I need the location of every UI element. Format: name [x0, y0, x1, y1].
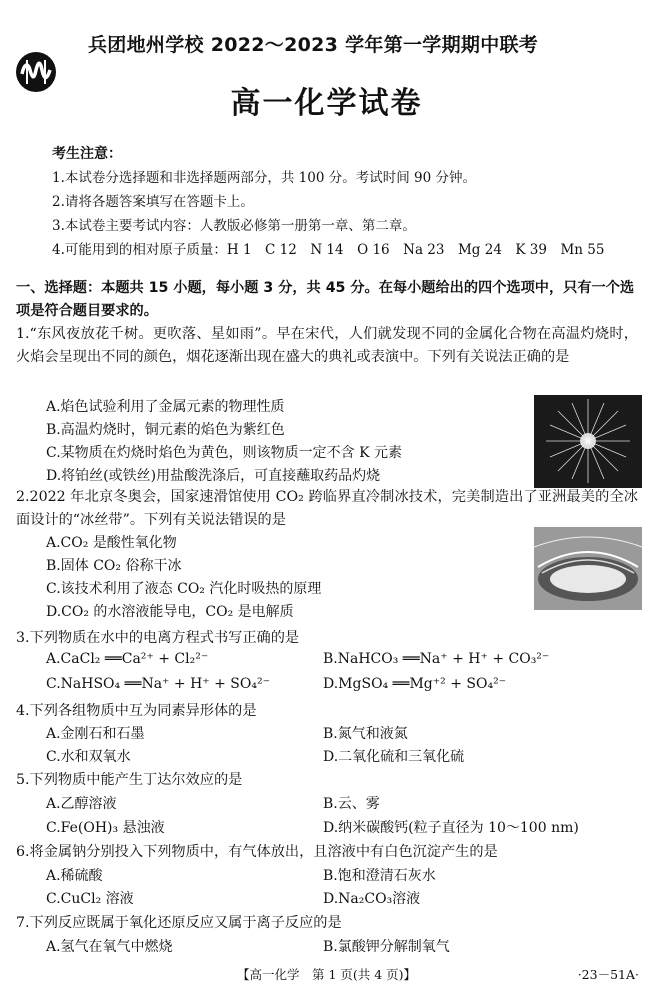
question-4-option-d: D.二氧化硫和三氧化硫 [323, 749, 465, 765]
question-1-option-a: A.焰色试验利用了金属元素的物理性质 [46, 399, 285, 415]
question-3-option-b: B.NaHCO₃ ══Na⁺ + H⁺ + CO₃²⁻ [323, 651, 550, 667]
question-2-option-c: C.该技术利用了液态 CO₂ 汽化时吸热的原理 [46, 581, 322, 597]
exam-code: ·23－51A· [577, 967, 639, 982]
question-7-option-a: A.氢气在氧气中燃烧 [46, 939, 173, 955]
question-3-option-c: C.NaHSO₄ ══Na⁺ + H⁺ + SO₄²⁻ [46, 676, 270, 692]
question-4-option-b: B.氮气和液氮 [323, 726, 408, 742]
notice-item-1: 1.本试卷分选择题和非选择题两部分，共 100 分。考试时间 90 分钟。 [52, 170, 476, 186]
question-1-stem: 1.“东风夜放花千树。更吹落、星如雨”。早在宋代，人们就发现不同的金属化合物在高温灼烧时，火焰会呈现出不同的颜色，烟花逐渐出现在盛大的典礼或表演中。下列有关说法正确的是 [16, 326, 638, 365]
fireworks-image [534, 395, 642, 488]
question-6-option-c: C.CuCl₂ 溶液 [46, 891, 134, 907]
school-exam-name: 兵团地州学校 2022～2023 学年第一学期期中联考 [88, 34, 539, 56]
question-5-option-c: C.Fe(OH)₃ 悬浊液 [46, 820, 165, 836]
question-2-option-d: D.CO₂ 的水溶液能导电，CO₂ 是电解质 [46, 604, 294, 620]
section-heading: 一、选择题：本题共 15 小题，每小题 3 分，共 45 分。在每小题给出的四个选项中，只有一个选项是符合题目要求的。 [16, 280, 635, 319]
question-6-stem: 6.将金属钠分别投入下列物质中，有气体放出，且溶液中有白色沉淀产生的是 [16, 844, 498, 860]
question-2-option-b: B.固体 CO₂ 俗称干冰 [46, 558, 182, 574]
page-footer: 【高一化学 第 1 页(共 4 页)】 [236, 967, 417, 982]
notice-item-2: 2.请将各题答案填写在答题卡上。 [52, 194, 254, 210]
question-7-stem: 7.下列反应既属于氧化还原反应又属于离子反应的是 [16, 915, 342, 931]
question-1-option-d: D.将铂丝(或铁丝)用盐酸洗涤后，可直接蘸取药品灼烧 [46, 468, 381, 484]
question-6-option-b: B.饱和澄清石灰水 [323, 868, 436, 884]
question-1-option-c: C.某物质在灼烧时焰色为黄色，则该物质一定不含 K 元素 [46, 445, 403, 461]
notice-item-4: 4.可能用到的相对原子质量：H 1 C 12 N 14 O 16 Na 23 Mg 24 K 39 Mn 55 [52, 242, 605, 258]
question-2-stem: 2.2022 年北京冬奥会，国家速滑馆使用 CO₂ 跨临界直冷制冰技术，完美制造出了亚洲最美的全冰面设计的“冰丝带”。下列有关说法错误的是 [16, 489, 638, 528]
question-5-option-d: D.纳米碳酸钙(粒子直径为 10～100 nm) [323, 820, 579, 836]
question-5-option-b: B.云、雾 [323, 796, 380, 812]
question-6-option-d: D.Na₂CO₃溶液 [323, 891, 421, 907]
question-6-option-a: A.稀硫酸 [46, 868, 103, 884]
notice-heading: 考生注意： [52, 146, 122, 162]
question-3-stem: 3.下列物质在水中的电离方程式书写正确的是 [16, 630, 300, 646]
question-4-option-a: A.金刚石和石墨 [46, 726, 145, 742]
question-5-stem: 5.下列物质中能产生丁达尔效应的是 [16, 772, 243, 788]
page-title: 高一化学试卷 [230, 86, 423, 121]
question-3-option-a: A.CaCl₂ ══Ca²⁺ + Cl₂²⁻ [46, 651, 209, 667]
question-5-option-a: A.乙醇溶液 [46, 796, 117, 812]
question-7-option-b: B.氯酸钾分解制氧气 [323, 939, 450, 955]
ice-ribbon-stadium-image [534, 527, 642, 610]
notice-item-3: 3.本试卷主要考试内容：人教版必修第一册第一章、第二章。 [52, 218, 416, 234]
question-4-option-c: C.水和双氧水 [46, 749, 131, 765]
question-1-option-b: B.高温灼烧时，铜元素的焰色为紫红色 [46, 422, 285, 438]
question-3-option-d: D.MgSO₄ ══Mg⁺² + SO₄²⁻ [323, 676, 507, 692]
question-4-stem: 4.下列各组物质中互为同素异形体的是 [16, 703, 257, 719]
question-2-option-a: A.CO₂ 是酸性氧化物 [46, 535, 177, 551]
